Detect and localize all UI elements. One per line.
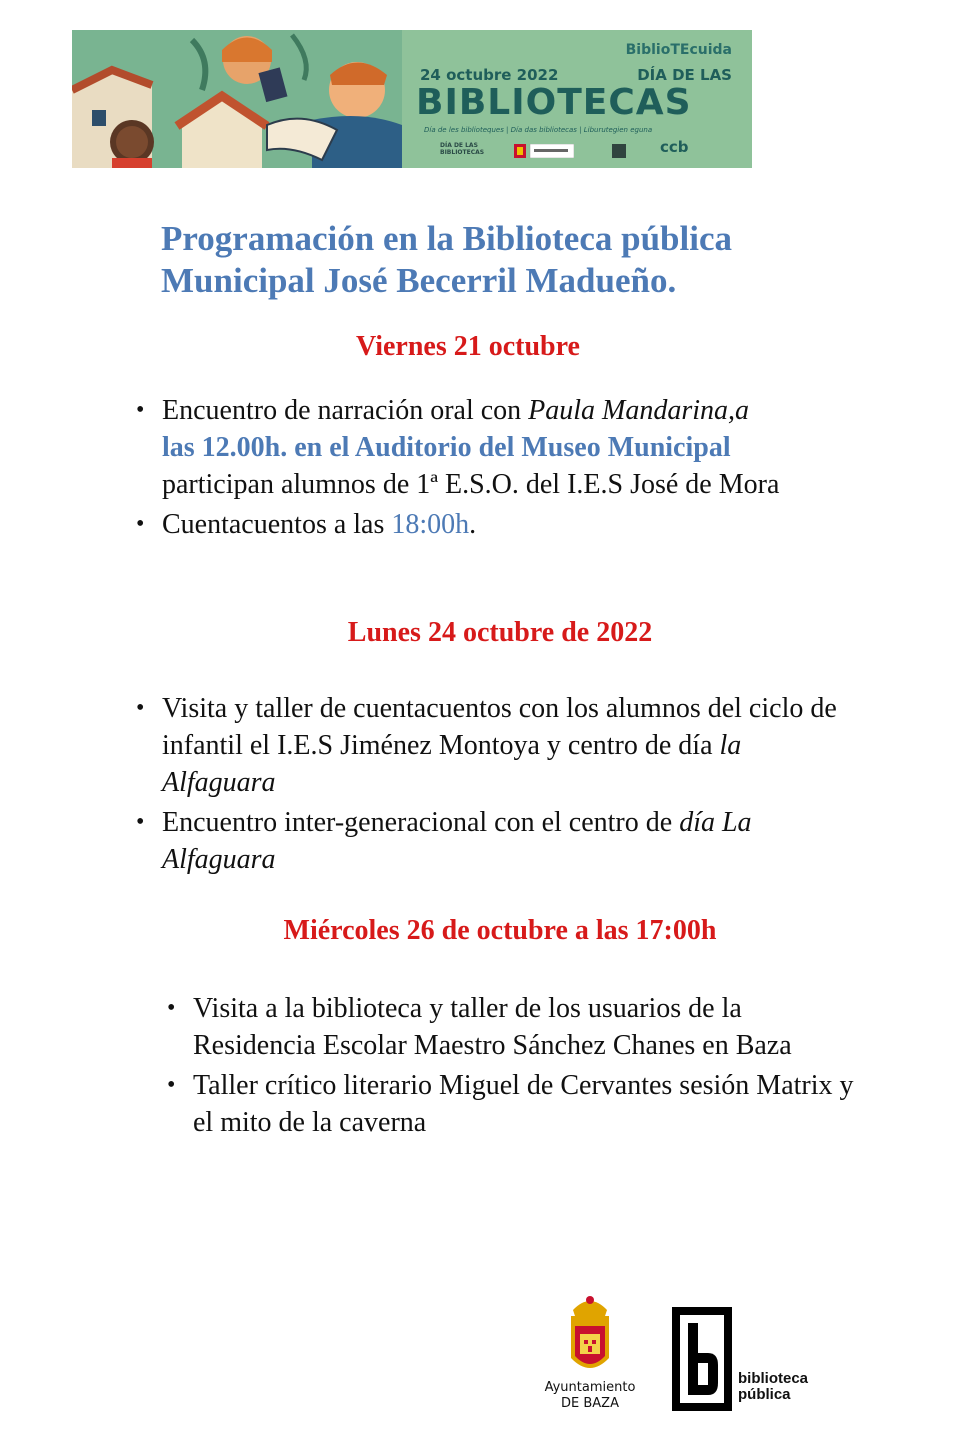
banner	[72, 30, 752, 168]
banner-logos	[402, 138, 752, 164]
banner-logo-dia: DÍA DE LAS BIBLIOTECAS	[440, 142, 485, 156]
item-time-location: las 12.00h. en el Auditorio del Museo Municipal	[162, 432, 731, 463]
title-line-1: Programación en la Biblioteca pública	[161, 219, 733, 258]
item-place: día La Alfaguara	[162, 807, 752, 875]
page-title	[161, 218, 861, 302]
bp-line-2: pública	[738, 1386, 791, 1403]
ministry-seal-icon	[612, 144, 626, 158]
biblioteca-publica-logo	[672, 1307, 812, 1417]
item-punct: .	[469, 509, 477, 540]
list-item	[136, 690, 846, 801]
title-line-2: Municipal José Becerril Madueño.	[161, 261, 677, 300]
section-heading-lunes: Lunes 24 octubre de 2022	[347, 617, 653, 648]
section-heading-viernes: Viernes 21 octubre	[356, 331, 580, 362]
item-time: 18:00h	[391, 509, 470, 540]
bp-line-1: biblioteca	[738, 1370, 809, 1387]
item-text: Taller crítico literario Miguel de Cervantes sesión Matrix y el mito de la caverna	[193, 1070, 854, 1138]
banner-title: BIBLIOTECAS	[416, 82, 692, 123]
section-list-viernes	[136, 392, 856, 546]
item-performer: Paula Mandarina,a	[528, 395, 750, 426]
item-text: Cuentacuentos a las	[162, 509, 392, 540]
item-place: la Alfaguara	[162, 730, 742, 798]
item-text: Encuentro inter-generacional con el centro de	[162, 807, 680, 838]
ayuntamiento-line-2: DE BAZA	[561, 1396, 619, 1411]
banner-date: 24 octubre 2022	[420, 66, 559, 84]
banner-text	[402, 30, 752, 168]
list-item	[136, 506, 856, 543]
banner-ccb-logo: ccb	[660, 138, 689, 156]
list-item	[136, 392, 856, 503]
list-item	[167, 990, 857, 1064]
section-heading-miercoles: Miércoles 26 de octubre a las 17:00h	[283, 915, 717, 946]
baza-crest-icon	[565, 1292, 615, 1380]
item-text: Visita a la biblioteca y taller de los usuarios de la Residencia Escolar Maestro Sánchez Chanes en Baza	[193, 993, 792, 1061]
ayuntamiento-line-1: Ayuntamiento	[544, 1380, 636, 1395]
banner-subtitle: Día de les biblioteques | Día das bibliotecas | Liburutegien eguna	[424, 126, 653, 134]
section-list-lunes	[136, 690, 846, 881]
ministry-logo-icon	[514, 144, 574, 158]
section-list-miercoles	[167, 990, 857, 1144]
item-text: Encuentro de narración oral con	[162, 395, 529, 426]
item-participants: participan alumnos de 1ª E.S.O. del I.E.S José de Mora	[162, 469, 780, 500]
biblioteca-publica-text	[738, 1371, 808, 1403]
banner-dia-de-las: DÍA DE LAS	[637, 66, 732, 84]
list-item	[167, 1067, 857, 1141]
ayuntamiento-baza-logo	[530, 1292, 650, 1422]
banner-brand: BiblioTEcuida	[625, 42, 732, 58]
item-text: Visita y taller de cuentacuentos con los alumnos del ciclo de infantil el I.E.S Jiménez Montoya y centro de día	[162, 693, 837, 761]
list-item	[136, 804, 846, 878]
banner-illustration	[72, 30, 402, 168]
biblioteca-b-icon	[672, 1307, 732, 1411]
